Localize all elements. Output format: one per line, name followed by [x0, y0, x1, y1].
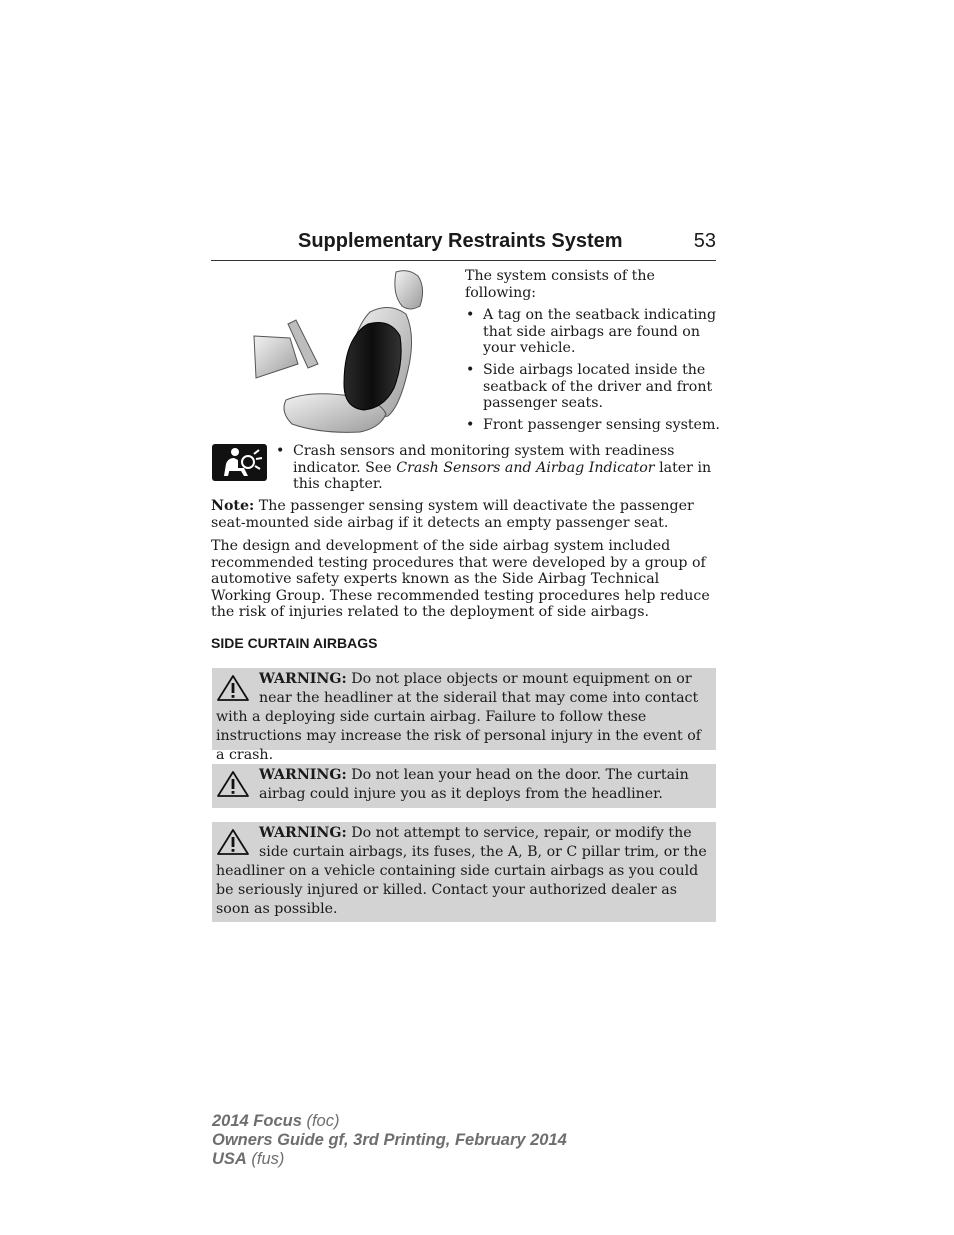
list-item-text: Side airbags located inside the seatback of the driver and front passenger seats. [483, 361, 713, 412]
crash-text-before: Crash sensors and monitoring system with readiness indicator. See [293, 443, 675, 476]
warning-triangle-icon [216, 770, 250, 798]
page-footer [212, 1112, 567, 1169]
warning-label: WARNING: [259, 825, 347, 841]
list-item-text: A tag on the seatback indicating that side airbags are found on your vehicle. [483, 307, 717, 357]
page-title: Supplementary Restraints System [298, 230, 623, 252]
page-number: 53 [693, 230, 716, 252]
airbag-indicator-icon [212, 444, 267, 481]
components-list [465, 307, 720, 433]
footer-line-edition [212, 1131, 567, 1150]
note-text: The passenger sensing system will deactivate the passenger seat-mounted side airbag if it detects an empty passenger seat. [211, 498, 694, 531]
warning-text: Do not attempt to service, repair, or modify the side curtain airbags, its fuses, the A, B, or C pillar trim, or the headliner on a vehicle containing side curtain airbags as you could be seriously injured or killed. Contact your authorized dealer as soon as possible. [216, 825, 707, 917]
bullet-icon: • [466, 307, 475, 324]
bullet-icon: • [466, 416, 475, 433]
footer-market: USA [212, 1150, 247, 1168]
warning-box [212, 668, 716, 763]
design-paragraph: The design and development of the side airbag system included recommended testing procedures that were developed by a group of automotive safety experts known as the Side Airbag Technical Working Group. These recommended testing procedures help reduce the risk of injuries related to the deployment of side airbags. [211, 538, 710, 621]
note-paragraph [211, 498, 716, 531]
list-item [465, 362, 720, 412]
footer-edition: Owners Guide gf, 3rd Printing, February 2014 [212, 1131, 567, 1149]
list-item [465, 417, 720, 434]
bullet-icon: • [466, 361, 475, 378]
page-header [211, 228, 716, 261]
crash-sensors-bullet [276, 443, 716, 493]
system-components [465, 268, 720, 438]
list-item-text: Front passenger sensing system. [483, 416, 720, 433]
warning-box [212, 764, 716, 808]
footer-model-code: (foc) [301, 1112, 340, 1130]
section-heading: SIDE CURTAIN AIRBAGS [211, 635, 378, 651]
footer-market-code: (fus) [246, 1150, 285, 1168]
warning-triangle-icon [216, 674, 250, 702]
seat-side-airbag-illustration [250, 266, 430, 438]
footer-line-market [212, 1150, 567, 1169]
warning-box [212, 822, 716, 922]
intro-lead: The system consists of the following: [465, 268, 655, 301]
note-label: Note: [211, 498, 255, 514]
warning-text: Do not lean your head on the door. The curtain airbag could injure you as it deploys from the headliner. [259, 767, 689, 802]
bullet-icon: • [276, 443, 285, 459]
crash-sensors-text [293, 443, 716, 493]
warning-label: WARNING: [259, 767, 347, 783]
footer-line-model [212, 1112, 567, 1131]
footer-model: 2014 Focus [212, 1112, 302, 1130]
warning-triangle-icon [216, 828, 250, 856]
crash-sensors-reference: Crash Sensors and Airbag Indicator [396, 459, 655, 476]
crash-text-after: later in this chapter. [293, 459, 712, 493]
list-item [465, 307, 720, 357]
warning-text: Do not place objects or mount equipment on or near the headliner at the siderail that may come into contact with a deploying side curtain airbag. Failure to follow these instructions may increase the risk of personal injury in the event of a crash. [216, 671, 701, 763]
warning-label: WARNING: [259, 671, 347, 687]
